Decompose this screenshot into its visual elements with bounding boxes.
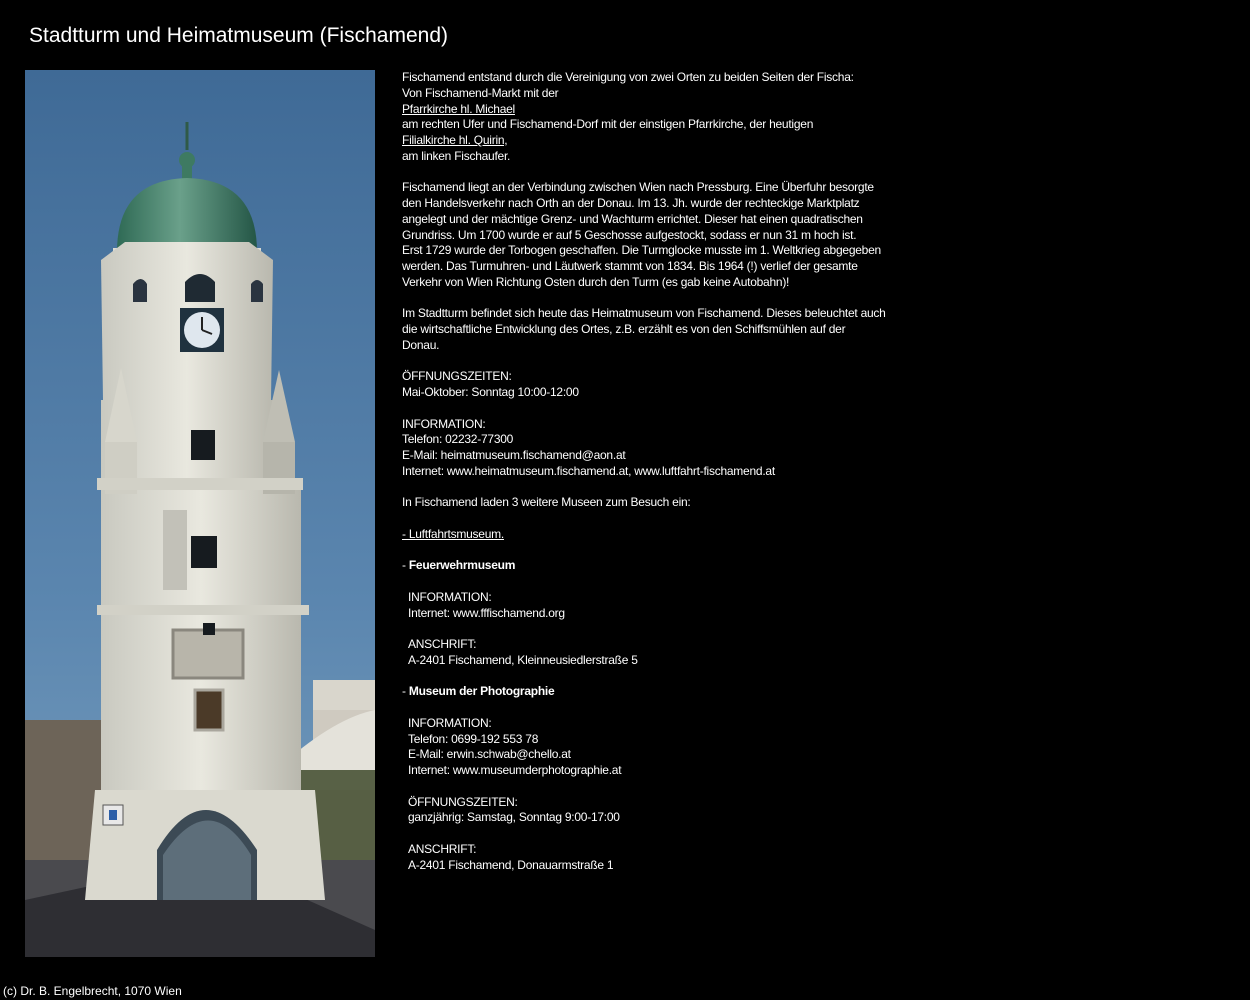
info-internet: Internet: www.heimatmuseum.fischamend.at, www.luftfahrt-fischamend.at xyxy=(402,463,775,478)
history-line: Erst 1729 wurde der Torbogen geschaffen. Die Turmglocke musste im 1. Weltkrieg abgegeben xyxy=(402,243,881,258)
museum-line: Donau. xyxy=(402,337,440,352)
history-line: angelegt und der mächtige Grenz- und Wachturm errichtet. Dieser hat einen quadratischen xyxy=(402,211,863,226)
photomuseum-internet: Internet: www.museumderphotographie.at xyxy=(408,763,622,777)
intro-line: am linken Fischaufer. xyxy=(402,148,511,163)
museum-line: die wirtschaftliche Entwicklung des Ortes, z.B. erzählt es von den Schiffsmühlen auf der xyxy=(402,322,846,336)
filialkirche-link[interactable]: Filialkirche hl. Quirin, xyxy=(402,133,508,147)
photomuseum-name: Museum der Photographie xyxy=(408,684,555,699)
history-line: den Handelsverkehr nach Orth an der Donau. Im 13. Jh. wurde der rechteckige Marktplatz xyxy=(402,196,860,210)
content-text xyxy=(402,70,922,873)
info-phone: Telefon: 02232-77300 xyxy=(402,432,514,447)
history-line: Grundriss. Um 1700 wurde er auf 5 Geschosse aufgestockt, sodass er nun 31 m hoch ist. xyxy=(402,227,857,242)
photomuseum-email: E-Mail: erwin.schwab@chello.at xyxy=(408,747,571,762)
photomuseum-title: - Museum der Photographie xyxy=(402,684,555,699)
pfarrkirche-link[interactable]: Pfarrkirche hl. Michael xyxy=(402,101,515,116)
feuerwehr-address: A-2401 Fischamend, Kleinneusiedlerstraße 5 xyxy=(408,652,638,667)
luftfahrtsmuseum-link[interactable]: - Luftfahrtsmuseum. xyxy=(402,526,504,541)
more-museums-intro: In Fischamend laden 3 weitere Museen zum Besuch ein: xyxy=(402,495,691,510)
photomuseum-address-heading: ANSCHRIFT: xyxy=(408,841,477,856)
photomuseum-address: A-2401 Fischamend, Donauarmstraße 1 xyxy=(408,857,614,872)
photomuseum-info-heading: INFORMATION: xyxy=(408,715,492,730)
info-email: E-Mail: heimatmuseum.fischamend@aon.at xyxy=(402,448,626,462)
intro-line: Fischamend entstand durch die Vereinigung von zwei Orten zu beiden Seiten der Fischa: xyxy=(402,70,854,84)
stadtturm-photo xyxy=(25,70,375,957)
history-line: Verkehr von Wien Richtung Osten durch den Turm (es gab keine Autobahn)! xyxy=(402,274,790,289)
photomuseum-hours-heading: ÖFFNUNGSZEITEN: xyxy=(408,794,518,809)
feuerwehr-title: - Feuerwehrmuseum xyxy=(402,558,516,573)
hours-heading: ÖFFNUNGSZEITEN: xyxy=(402,369,512,384)
feuerwehr-info-heading: INFORMATION: xyxy=(408,589,492,604)
feuerwehr-internet: Internet: www.fffischamend.org xyxy=(408,605,565,620)
info-heading: INFORMATION: xyxy=(402,416,486,431)
intro-line: am rechten Ufer und Fischamend-Dorf mit der einstigen Pfarrkirche, der heutigen xyxy=(402,117,814,132)
photomuseum-hours: ganzjährig: Samstag, Sonntag 9:00-17:00 xyxy=(408,810,620,825)
page-title: Stadtturm und Heimatmuseum (Fischamend) xyxy=(29,24,448,47)
museum-line: Im Stadtturm befindet sich heute das Heimatmuseum von Fischamend. Dieses beleuchtet auch xyxy=(402,306,886,321)
history-line: werden. Das Turmuhren- und Läutwerk stammt von 1834. Bis 1964 (!) verlief der gesamte xyxy=(402,259,858,273)
feuerwehr-address-heading: ANSCHRIFT: xyxy=(408,637,477,651)
intro-line: Von Fischamend-Markt mit der xyxy=(402,85,559,100)
hours-value: Mai-Oktober: Sonntag 10:00-12:00 xyxy=(402,385,579,399)
feuerwehr-name: Feuerwehrmuseum xyxy=(408,558,516,573)
photomuseum-phone: Telefon: 0699-192 553 78 xyxy=(408,731,539,746)
history-line: Fischamend liegt an der Verbindung zwischen Wien nach Pressburg. Eine Überfuhr besorgte xyxy=(402,180,874,195)
copyright-footer: (c) Dr. B. Engelbrecht, 1070 Wien xyxy=(3,984,182,998)
